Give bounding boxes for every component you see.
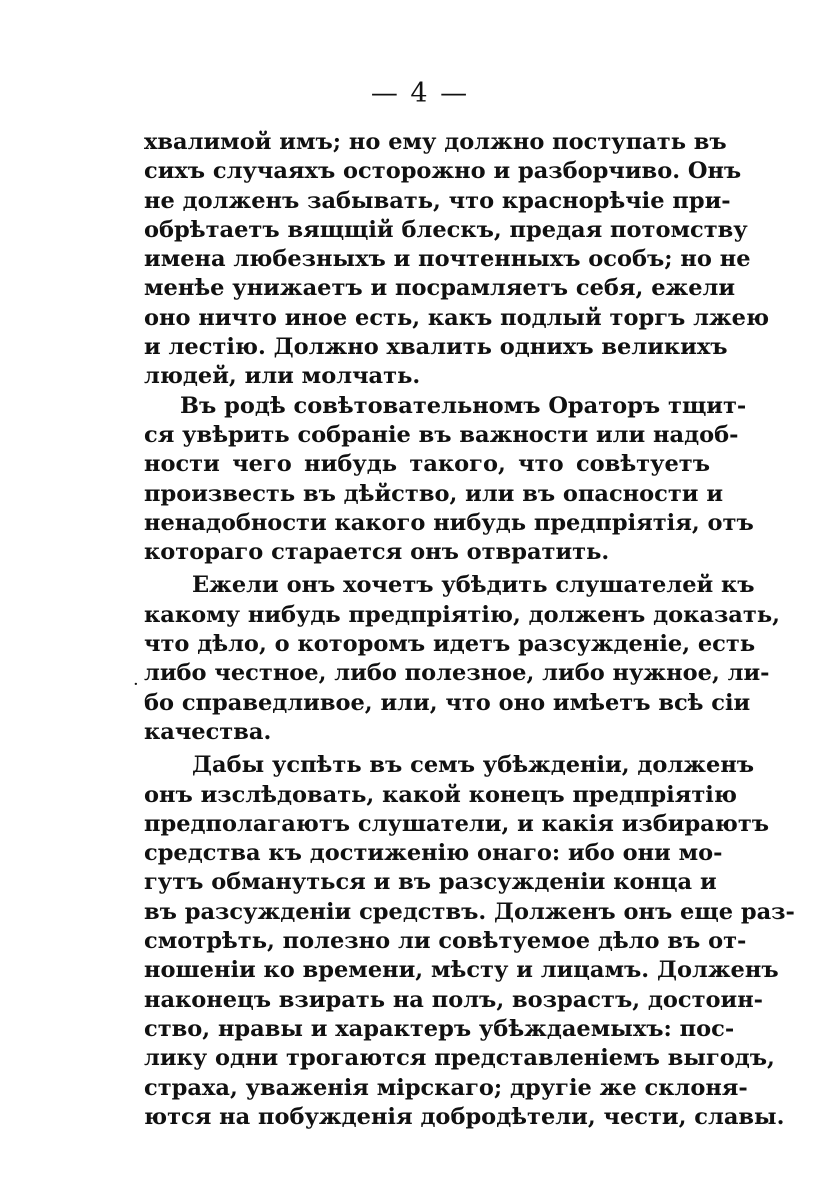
text-line: котораго старается онъ отвратить. xyxy=(144,539,610,566)
text-line: Ежели онъ хочетъ убѣдить слушателей къ xyxy=(192,572,755,599)
text-line: средства къ достиженію онаго: ибо они мо- xyxy=(144,840,723,867)
text-line: сихъ случаяхъ осторожно и разборчиво. Онъ xyxy=(144,158,742,185)
text-line: ся увѣрить собраніе въ важности или надоб- xyxy=(144,421,739,448)
text-line: страха, уваженія мірскаго; другіе же склоня- xyxy=(144,1074,748,1101)
text-line: бо справедливое, или, что оно имѣетъ всѣ сіи xyxy=(144,689,751,716)
margin-mark: · xyxy=(133,674,139,695)
text-line: лику одни трогаются представленіемъ выгодъ, xyxy=(144,1045,775,1072)
paragraph-4 xyxy=(144,751,795,1132)
text-line: хвалимой имъ; но ему должно поступать въ xyxy=(144,129,727,155)
text-line: оно ничто иное есть, какъ подлый торгъ лжею xyxy=(144,304,770,331)
text-line: онъ изслѣдовать, какой конецъ предпріятію xyxy=(144,781,737,808)
text-line: ности чего нибудь такого, что совѣтуетъ xyxy=(144,451,710,478)
paragraph-1 xyxy=(144,128,770,392)
page-number: — 4 — xyxy=(370,78,470,109)
text-line: что дѣло, о которомъ идетъ разсужденіе, есть xyxy=(144,631,756,658)
text-line: гутъ обмануться и въ разсужденіи конца и xyxy=(144,869,717,896)
text-line: менѣе унижаетъ и посрамляетъ себя, ежели xyxy=(144,275,736,302)
text-line: наконецъ взирать на полъ, возрастъ, достоин- xyxy=(144,986,764,1013)
text-line: ненадобности какого нибудь предпріятія, отъ xyxy=(144,509,754,536)
text-line: либо честное, либо полезное, либо нужное, ли- xyxy=(144,660,770,687)
text-line: смотрѣть, полезно ли совѣтуемое дѣло въ от- xyxy=(144,928,747,955)
text-line: ются на побужденія добродѣтели, чести, славы. xyxy=(144,1103,785,1130)
text-line: Дабы успѣть въ семъ убѣжденіи, долженъ xyxy=(192,752,755,779)
text-line: и лестію. Должно хвалить однихъ великихъ xyxy=(144,334,728,361)
body-text xyxy=(144,128,795,1132)
text-line: не долженъ забывать, что краснорѣчіе при- xyxy=(144,187,731,214)
text-line: обрѣтаетъ вящщій блескъ, предая потомству xyxy=(144,216,748,243)
paragraph-2 xyxy=(144,392,754,568)
text-line: предполагаютъ слушатели, и какія избираютъ xyxy=(144,810,770,837)
paragraph-3 xyxy=(144,571,780,747)
text-line: какому нибудь предпріятію, долженъ доказать, xyxy=(144,601,780,628)
text-line: ство, нравы и характеръ убѣждаемыхъ: пос- xyxy=(144,1015,735,1042)
text-line: произвесть въ дѣйство, или въ опасности и xyxy=(144,480,724,507)
text-line: Въ родѣ совѣтовательномъ Ораторъ тщит- xyxy=(180,392,747,419)
text-line: людей, или молчать. xyxy=(144,363,421,390)
text-line: качества. xyxy=(144,718,272,745)
text-line: имена любезныхъ и почтенныхъ особъ; но не xyxy=(144,246,751,273)
text-line: ношеніи ко времени, мѣсту и лицамъ. Долженъ xyxy=(144,957,779,984)
text-line: въ разсужденіи средствъ. Долженъ онъ еще раз- xyxy=(144,898,795,925)
